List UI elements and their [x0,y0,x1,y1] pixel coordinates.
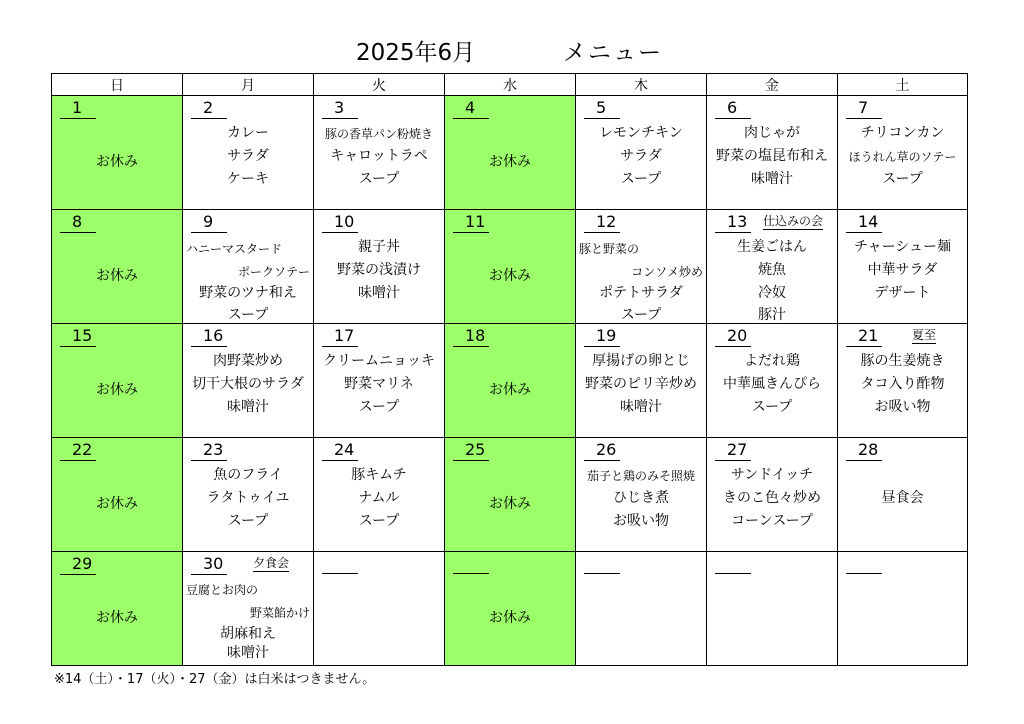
menu-item: ケーキ [227,171,269,187]
menu-item: スープ [358,399,400,415]
day-number: 13 [715,212,751,233]
menu-item: コーンスープ [731,513,813,529]
menu-item: 茄子と鶏のみそ照焼 [586,469,695,483]
menu-item: 冷奴 [758,285,786,301]
menu-item: スープ [358,171,400,187]
menu-item: デザート [874,285,931,301]
event-tag: 夕食会 [253,556,290,570]
day-number: 26 [584,440,620,461]
day-cell-21 [838,324,968,438]
menu-item: お吸い物 [613,513,669,529]
day-cell-29 [52,552,183,666]
menu-item: 味噌汁 [358,285,400,301]
day-number: 8 [60,212,96,233]
day-cell-7 [838,96,968,210]
day-number: 28 [846,440,882,461]
weekday-tue: 火 [314,74,445,96]
day-cell-2 [183,96,314,210]
day-cell-27 [707,438,838,552]
day-cell-15 [52,324,183,438]
day-cell-4 [445,96,576,210]
empty-day-cell [576,552,707,666]
empty-day-cell [838,552,968,666]
event-tag: 夏至 [912,328,937,342]
week-row [52,438,968,552]
closed-label: お休み [489,154,531,170]
day-cell-8 [52,210,183,324]
empty-day-line [846,573,882,574]
day-cell-19 [576,324,707,438]
menu-item: カレー [227,125,269,141]
menu-item: よだれ鶏 [744,353,800,369]
menu-item: ポテトサラダ [599,285,683,301]
menu-item: 豆腐とお肉の [186,583,259,597]
title-date: 2025年6月 [356,40,476,66]
day-number: 30 [191,554,227,575]
menu-item: スープ [882,171,923,187]
menu-item: スープ [358,513,400,529]
closed-label: お休み [96,610,138,626]
day-number: 24 [322,440,358,461]
day-number: 3 [322,98,358,119]
menu-item: 味噌汁 [751,171,793,187]
menu-item: サラダ [620,148,662,164]
menu-item: スープ [227,307,269,323]
menu-item: サラダ [227,148,269,164]
closed-label: お休み [489,610,531,626]
day-cell-6 [707,96,838,210]
day-number: 9 [191,212,227,233]
weekday-wed: 水 [445,74,576,96]
day-cell-25 [445,438,576,552]
menu-item: 肉じゃが [744,125,800,141]
empty-day-cell [707,552,838,666]
day-number: 18 [453,326,489,347]
menu-item: サンドイッチ [730,467,814,483]
day-cell-23 [183,438,314,552]
menu-item: 野菜の浅漬け [337,262,421,278]
menu-calendar [51,73,968,666]
day-cell-12 [576,210,707,324]
menu-item: 野菜のツナ和え [199,285,297,301]
empty-day-line [453,573,489,574]
empty-day-line [322,573,358,574]
day-cell-20 [707,324,838,438]
menu-item: ポークソテー [237,265,310,279]
day-number: 2 [191,98,227,119]
menu-item: チャーシュー麺 [853,239,952,255]
empty-day-cell [445,552,576,666]
day-number: 29 [60,554,96,575]
menu-item: 胡麻和え [220,626,276,642]
menu-item: レモンチキン [599,125,683,141]
day-cell-11 [445,210,576,324]
menu-item: クリームニョッキ [323,353,435,369]
day-number: 15 [60,326,96,347]
menu-item: 野菜マリネ [344,376,414,392]
menu-item: 中華風きんぴら [723,376,821,392]
menu-item: 豚の生姜焼き [860,353,945,369]
day-number: 11 [453,212,489,233]
menu-item: スープ [620,171,662,187]
closed-label: お休み [96,268,138,284]
day-cell-17 [314,324,445,438]
menu-item: ナムル [358,490,400,506]
menu-item: 肉野菜炒め [213,353,283,369]
week-row [52,552,968,666]
menu-item: 切干大根のサラダ [192,376,304,392]
day-cell-28 [838,438,968,552]
menu-item: ほうれん草のソテー [848,150,957,164]
closed-label: お休み [489,268,531,284]
day-cell-24 [314,438,445,552]
menu-item: ひじき煮 [613,490,669,506]
day-cell-10 [314,210,445,324]
menu-item: 生姜ごはん [737,239,807,255]
menu-item: 野菜の塩昆布和え [716,148,828,164]
weekday-sun: 日 [52,74,183,96]
day-cell-16 [183,324,314,438]
weekday-thu: 木 [576,74,707,96]
menu-item: 厚揚げの卵とじ [592,353,690,369]
menu-item: 味噌汁 [227,399,269,415]
menu-item: きのこ色々炒め [723,490,821,506]
day-cell-14 [838,210,968,324]
menu-item: ハニーマスタード [186,242,283,256]
page-title [0,34,1024,66]
menu-item: スープ [620,307,662,323]
menu-item: 豚キムチ [351,467,407,483]
closed-label: お休み [96,382,138,398]
menu-item: タコ入り酢物 [860,376,945,392]
menu-item: お吸い物 [874,399,931,415]
day-number: 25 [453,440,489,461]
day-cell-26 [576,438,707,552]
menu-item: 豚汁 [758,307,786,323]
closed-label: お休み [96,496,138,512]
menu-item: スープ [751,399,793,415]
week-row [52,210,968,324]
weekday-sat: 土 [838,74,968,96]
day-number: 20 [715,326,751,347]
menu-item: 味噌汁 [620,399,662,415]
menu-item: 野菜餡かけ [249,606,310,620]
closed-label: お休み [489,382,531,398]
day-cell-5 [576,96,707,210]
closed-label: お休み [96,154,138,170]
day-cell-9 [183,210,314,324]
menu-item: キャロットラペ [330,148,428,164]
day-number: 5 [584,98,620,119]
day-number: 4 [453,98,489,119]
day-number: 12 [584,212,620,233]
week-row [52,96,968,210]
empty-day-line [715,573,751,574]
day-number: 23 [191,440,227,461]
closed-label: お休み [489,496,531,512]
weekday-header-row [52,74,968,96]
menu-item: 豚の香草パン粉焼き [324,127,433,141]
menu-item: 親子丼 [358,239,400,255]
menu-item: 豚と野菜の [579,242,640,256]
menu-item: 味噌汁 [227,645,269,661]
footnote: ※14（土）・17（火）・27（金）は白米はつきません。 [54,672,376,687]
empty-day-cell [314,552,445,666]
day-cell-13 [707,210,838,324]
menu-item: 昼食会 [881,490,924,506]
menu-item: コンソメ炒め [631,265,703,279]
day-cell-3 [314,96,445,210]
menu-item: チリコンカン [860,125,945,141]
weekday-fri: 金 [707,74,838,96]
weekday-mon: 月 [183,74,314,96]
week-row [52,324,968,438]
day-cell-18 [445,324,576,438]
day-number: 6 [715,98,751,119]
event-tag: 仕込みの会 [763,214,824,228]
day-cell-1 [52,96,183,210]
day-number: 21 [846,326,882,347]
day-cell-30 [183,552,314,666]
empty-day-line [584,573,620,574]
day-number: 14 [846,212,882,233]
day-number: 16 [191,326,227,347]
day-cell-22 [52,438,183,552]
menu-item: スープ [227,513,269,529]
day-number: 1 [60,98,96,119]
menu-item: 焼魚 [758,262,786,278]
title-menu: メニュー [563,40,663,66]
menu-item: 野菜のピリ辛炒め [585,376,697,392]
menu-item: 魚のフライ [213,467,283,483]
menu-item: 中華サラダ [867,262,938,278]
day-number: 22 [60,440,96,461]
day-number: 19 [584,326,620,347]
day-number: 10 [322,212,358,233]
day-number: 7 [846,98,882,119]
day-number: 17 [322,326,358,347]
menu-item: ラタトゥイユ [206,490,290,506]
day-number: 27 [715,440,751,461]
